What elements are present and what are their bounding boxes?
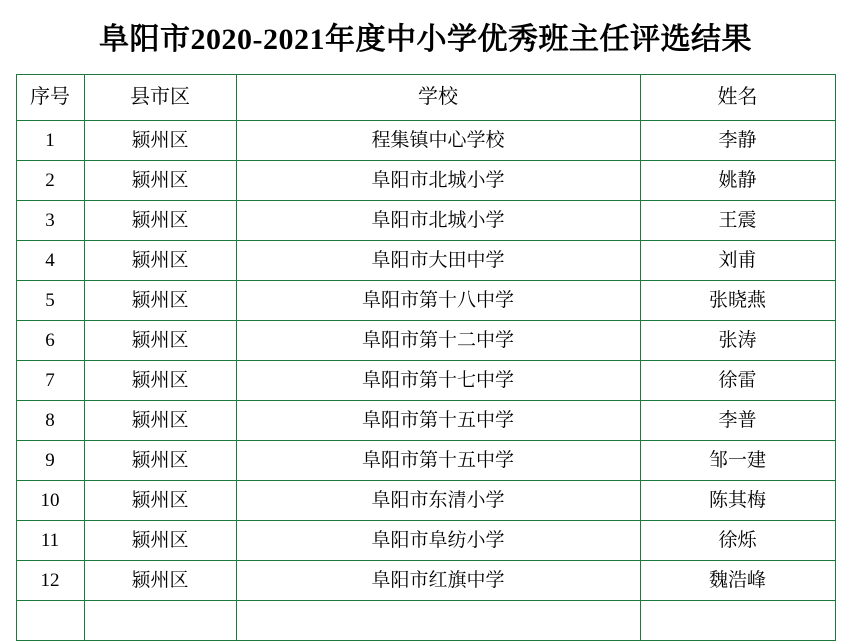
cell-school: 阜阳市北城小学 xyxy=(236,201,640,241)
cell-name: 李静 xyxy=(640,121,835,161)
cell-district: 颍州区 xyxy=(84,321,236,361)
cell-school: 程集镇中心学校 xyxy=(236,121,640,161)
cell-no: 5 xyxy=(16,281,84,321)
cell-school: 阜阳市第十二中学 xyxy=(236,321,640,361)
cell-district: 颍州区 xyxy=(84,401,236,441)
table-row-partial xyxy=(16,601,835,641)
table-row xyxy=(16,281,835,321)
cell-name: 徐雷 xyxy=(640,361,835,401)
cell-name: 邹一建 xyxy=(640,441,835,481)
table-row xyxy=(16,201,835,241)
cell-no: 8 xyxy=(16,401,84,441)
cell-no: 9 xyxy=(16,441,84,481)
table-row xyxy=(16,161,835,201)
table-row xyxy=(16,441,835,481)
cell-district: 颍州区 xyxy=(84,241,236,281)
cell-school: 阜阳市东清小学 xyxy=(236,481,640,521)
cell-no: 7 xyxy=(16,361,84,401)
cell-district: 颍州区 xyxy=(84,361,236,401)
cell-school: 阜阳市大田中学 xyxy=(236,241,640,281)
cell-school: 阜阳市第十八中学 xyxy=(236,281,640,321)
cell-name xyxy=(640,601,835,641)
table-row xyxy=(16,321,835,361)
cell-no: 6 xyxy=(16,321,84,361)
table-row xyxy=(16,241,835,281)
cell-no: 1 xyxy=(16,121,84,161)
table-row xyxy=(16,401,835,441)
table-row xyxy=(16,481,835,521)
cell-no xyxy=(16,601,84,641)
cell-district: 颍州区 xyxy=(84,481,236,521)
results-table xyxy=(16,74,836,641)
cell-name: 李普 xyxy=(640,401,835,441)
cell-district: 颍州区 xyxy=(84,201,236,241)
column-header-district: 县市区 xyxy=(84,75,236,121)
column-header-no: 序号 xyxy=(16,75,84,121)
cell-no: 10 xyxy=(16,481,84,521)
cell-no: 12 xyxy=(16,561,84,601)
column-header-school: 学校 xyxy=(236,75,640,121)
column-header-name: 姓名 xyxy=(640,75,835,121)
cell-school: 阜阳市第十五中学 xyxy=(236,441,640,481)
cell-no: 2 xyxy=(16,161,84,201)
cell-district: 颍州区 xyxy=(84,161,236,201)
table-header-row xyxy=(16,75,835,121)
table-row xyxy=(16,521,835,561)
cell-school: 阜阳市阜纺小学 xyxy=(236,521,640,561)
cell-district: 颍州区 xyxy=(84,281,236,321)
table-row xyxy=(16,561,835,601)
cell-school xyxy=(236,601,640,641)
cell-name: 魏浩峰 xyxy=(640,561,835,601)
cell-no: 4 xyxy=(16,241,84,281)
cell-name: 陈其梅 xyxy=(640,481,835,521)
cell-district: 颍州区 xyxy=(84,561,236,601)
cell-district: 颍州区 xyxy=(84,521,236,561)
table-row xyxy=(16,121,835,161)
cell-name: 徐烁 xyxy=(640,521,835,561)
cell-name: 王震 xyxy=(640,201,835,241)
cell-name: 刘甫 xyxy=(640,241,835,281)
cell-no: 3 xyxy=(16,201,84,241)
cell-district: 颍州区 xyxy=(84,441,236,481)
cell-school: 阜阳市红旗中学 xyxy=(236,561,640,601)
table-row xyxy=(16,361,835,401)
page-title: 阜阳市2020-2021年度中小学优秀班主任评选结果 xyxy=(99,23,752,56)
cell-school: 阜阳市北城小学 xyxy=(236,161,640,201)
cell-school: 阜阳市第十七中学 xyxy=(236,361,640,401)
cell-school: 阜阳市第十五中学 xyxy=(236,401,640,441)
cell-district xyxy=(84,601,236,641)
cell-name: 张晓燕 xyxy=(640,281,835,321)
cell-name: 姚静 xyxy=(640,161,835,201)
cell-no: 11 xyxy=(16,521,84,561)
cell-district: 颍州区 xyxy=(84,121,236,161)
table-header xyxy=(16,75,835,121)
cell-name: 张涛 xyxy=(640,321,835,361)
table-body xyxy=(16,121,835,641)
